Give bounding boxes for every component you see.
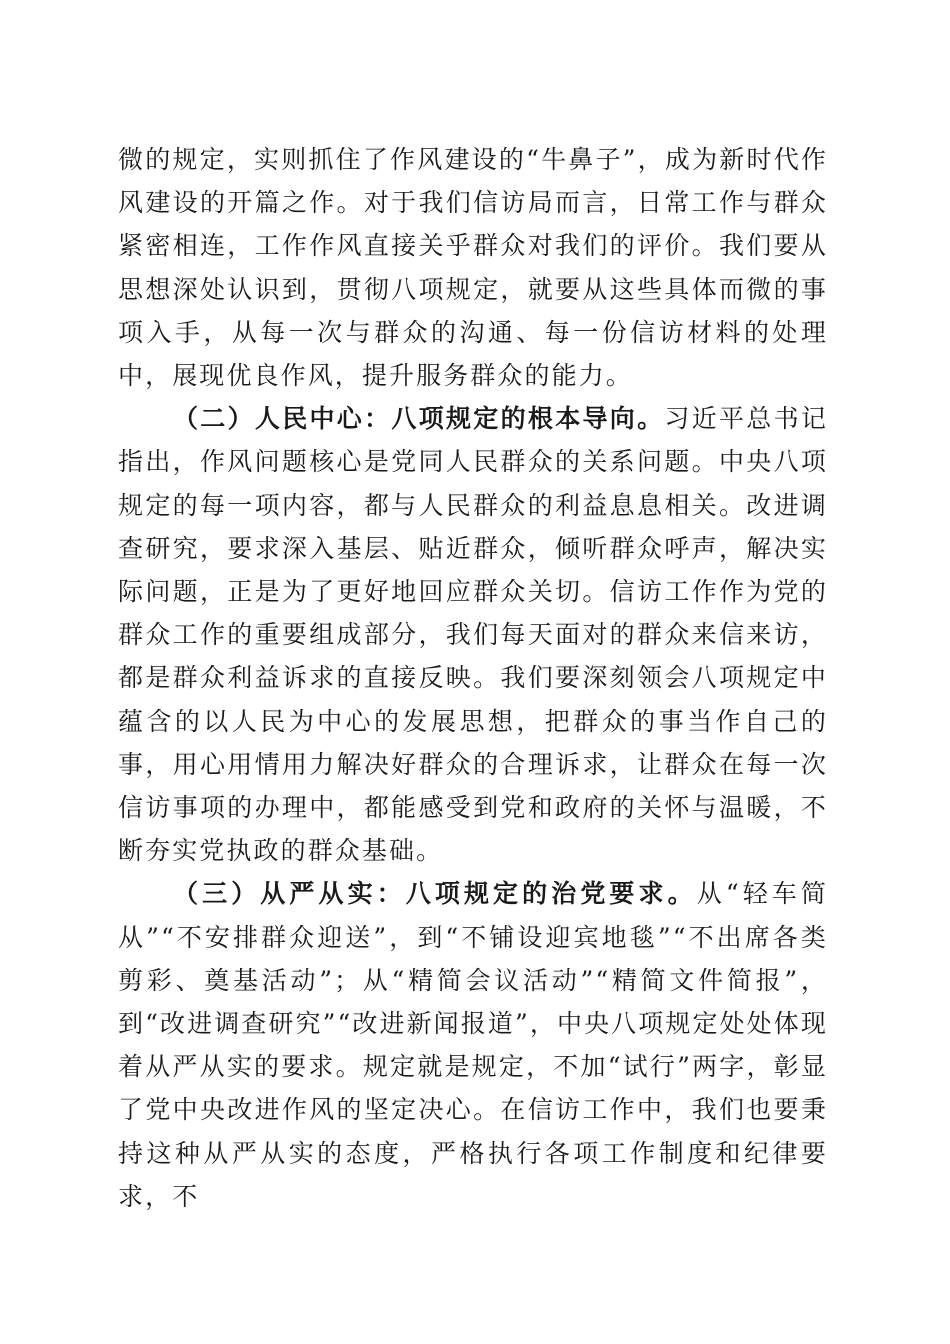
paragraph-text: 从“轻车简从”“不安排群众迎送”，到“不铺设迎宾地毯”“不出席各类剪彩、奠基活动”；从“精简会议活动”“精简文件简报”，到“改进调查研究”“改进新闻报道”，中央八项规定处处体现着从严从实的要求。规定就是规定，不加“试行”两字，彰显了党中央改进作风的坚定决心。在信访工作中，我们也要秉持这种从严从实的态度，严格执行各项工作制度和纪律要求，不 [118,879,828,1211]
section-heading-2: （二）人民中心：八项规定的根本导向。 [173,404,665,434]
paragraph-continuation [118,138,828,397]
paragraph-text: 微的规定，实则抓住了作风建设的“牛鼻子”，成为新时代作风建设的开篇之作。对于我们信访局而言，日常工作与群众紧密相连，工作作风直接关乎群众对我们的评价。我们要从思想深处认识到，贯彻八项规定，就要从这些具体而微的事项入手，从每一次与群众的沟通、每一份信访材料的处理中，展现优良作风，提升服务群众的能力。 [118,145,828,391]
section-heading-3: （三）从严从实：八项规定的治党要求。 [173,879,697,909]
paragraph-people-centered [118,397,828,872]
paragraph-strict-practical [118,872,828,1218]
paragraph-text: 习近平总书记指出，作风问题核心是党同人民群众的关系问题。中央八项规定的每一项内容，都与人民群众的利益息息相关。改进调查研究，要求深入基层、贴近群众，倾听群众呼声，解决实际问题，正是为了更好地回应群众关切。信访工作作为党的群众工作的重要组成部分，我们每天面对的群众来信来访，都是群众利益诉求的直接反映。我们要深刻领会八项规定中蕴含的以人民为中心的发展思想，把群众的事当作自己的事，用心用情用力解决好群众的合理诉求，让群众在每一次信访事项的办理中，都能感受到党和政府的关怀与温暖，不断夯实党执政的群众基础。 [118,404,828,866]
document-body [118,138,828,1218]
